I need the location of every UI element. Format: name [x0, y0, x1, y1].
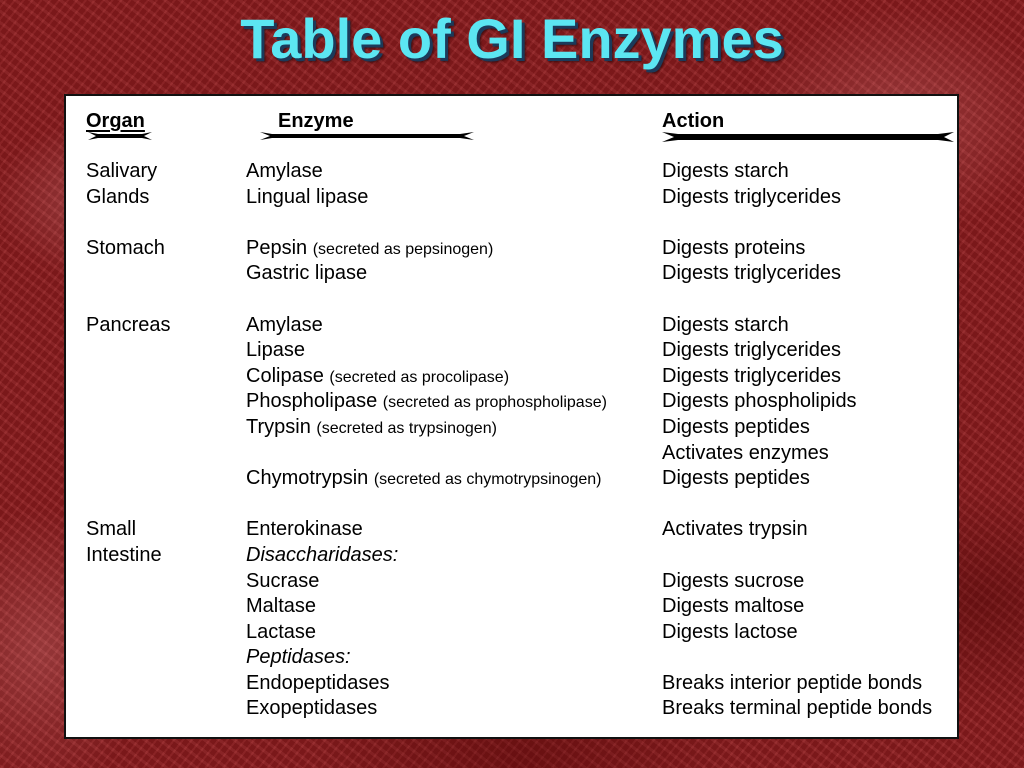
enzyme-name: Maltase [246, 595, 317, 618]
enzyme-cell [246, 516, 363, 542]
organ-cell: Salivary [86, 160, 158, 182]
organ-cell: Glands [86, 185, 150, 208]
action-cell: Digests maltose [662, 595, 805, 618]
action-cell: Digests triglycerides [662, 364, 841, 387]
enzyme-cell [246, 670, 389, 696]
enzyme-name: Gastric lipase [246, 262, 368, 285]
enzyme-precursor-note: (secreted as pepsinogen) [312, 240, 494, 258]
table-row [66, 568, 957, 594]
table-row [66, 235, 957, 261]
table-row [66, 363, 957, 389]
table-row [66, 516, 957, 542]
action-cell: Activates enzymes [662, 441, 829, 464]
enzyme-cell [246, 465, 601, 493]
enzyme-column-header: Enzyme [278, 110, 354, 132]
enzyme-name: Phospholipase [246, 390, 378, 413]
enzyme-cell [246, 644, 351, 670]
table-row [66, 209, 957, 235]
enzyme-name: Colipase [246, 364, 324, 387]
enzyme-cell [246, 158, 323, 184]
enzyme-cell [246, 568, 319, 594]
action-cell: Digests proteins [662, 236, 806, 259]
enzyme-header-brush-underline [260, 131, 474, 141]
enzyme-name: Trypsin [246, 415, 311, 438]
enzyme-name: Enterokinase [246, 518, 363, 541]
enzyme-name: Chymotrypsin [246, 467, 369, 490]
table-row [66, 491, 957, 517]
action-cell: Digests peptides [662, 467, 810, 490]
table-row [66, 440, 957, 466]
action-cell: Digests triglycerides [662, 262, 841, 285]
enzyme-cell [246, 312, 323, 338]
table-row [66, 465, 957, 491]
enzyme-precursor-note: (secreted as chymotrypsinogen) [373, 471, 602, 489]
enzyme-precursor-note: (secreted as prophospholipase) [382, 394, 607, 412]
enzyme-name: Disaccharidases: [246, 543, 399, 566]
organ-column-header: Organ [86, 110, 145, 132]
action-cell: Digests sucrose [662, 569, 805, 592]
action-cell: Digests starch [662, 313, 789, 336]
table-row [66, 158, 957, 184]
action-cell: Digests triglycerides [662, 339, 841, 362]
enzyme-name: Lingual lipase [246, 185, 369, 208]
enzyme-name: Amylase [246, 313, 323, 336]
table-row [66, 644, 957, 670]
organ-cell: Small [86, 518, 137, 541]
organ-cell: Stomach [86, 236, 165, 259]
enzyme-cell [246, 337, 305, 363]
enzyme-name: Sucrase [246, 569, 320, 592]
organ-header-brush-underline [88, 131, 152, 141]
enzyme-cell [246, 363, 509, 391]
action-cell: Digests triglycerides [662, 185, 841, 208]
enzyme-table-panel [64, 94, 959, 739]
enzyme-name: Peptidases: [246, 646, 351, 669]
organ-cell: Intestine [86, 543, 162, 566]
enzyme-precursor-note: (secreted as procolipase) [329, 368, 510, 386]
table-row [66, 337, 957, 363]
table-row [66, 388, 957, 414]
slide-title: Table of GI Enzymes [240, 7, 784, 70]
enzyme-cell [246, 388, 607, 416]
enzyme-cell [246, 235, 493, 263]
table-row [66, 593, 957, 619]
enzyme-cell [246, 260, 367, 286]
table-row [66, 312, 957, 338]
enzyme-name: Lactase [246, 620, 317, 643]
action-cell: Digests peptides [662, 415, 810, 438]
enzyme-name: Amylase [246, 160, 323, 182]
table-row [66, 286, 957, 312]
table-row [66, 542, 957, 568]
table-row [66, 260, 957, 286]
enzyme-cell [246, 695, 377, 721]
enzyme-name: Endopeptidases [246, 671, 390, 694]
enzyme-cell [246, 542, 398, 568]
table-row [66, 184, 957, 210]
action-cell: Breaks terminal peptide bonds [662, 697, 933, 720]
enzyme-name: Lipase [246, 339, 305, 362]
enzyme-name: Pepsin [246, 236, 308, 259]
table-row [66, 414, 957, 440]
table-row [66, 619, 957, 645]
organ-cell: Pancreas [86, 313, 171, 336]
action-column-header: Action [662, 110, 725, 132]
action-cell: Breaks interior peptide bonds [662, 671, 923, 694]
enzyme-cell [246, 593, 316, 619]
enzyme-table-body [66, 158, 957, 721]
table-row [66, 695, 957, 721]
enzyme-precursor-note: (secreted as trypsinogen) [316, 419, 497, 437]
action-header-brush-underline [662, 131, 954, 143]
enzyme-cell [246, 414, 497, 442]
enzyme-cell [246, 619, 316, 645]
table-row [66, 670, 957, 696]
action-cell: Activates trypsin [662, 518, 808, 541]
action-cell: Digests starch [662, 160, 789, 182]
action-cell: Digests lactose [662, 620, 798, 643]
enzyme-name: Exopeptidases [246, 697, 378, 720]
action-cell: Digests phospholipids [662, 390, 857, 413]
enzyme-cell [246, 184, 368, 210]
